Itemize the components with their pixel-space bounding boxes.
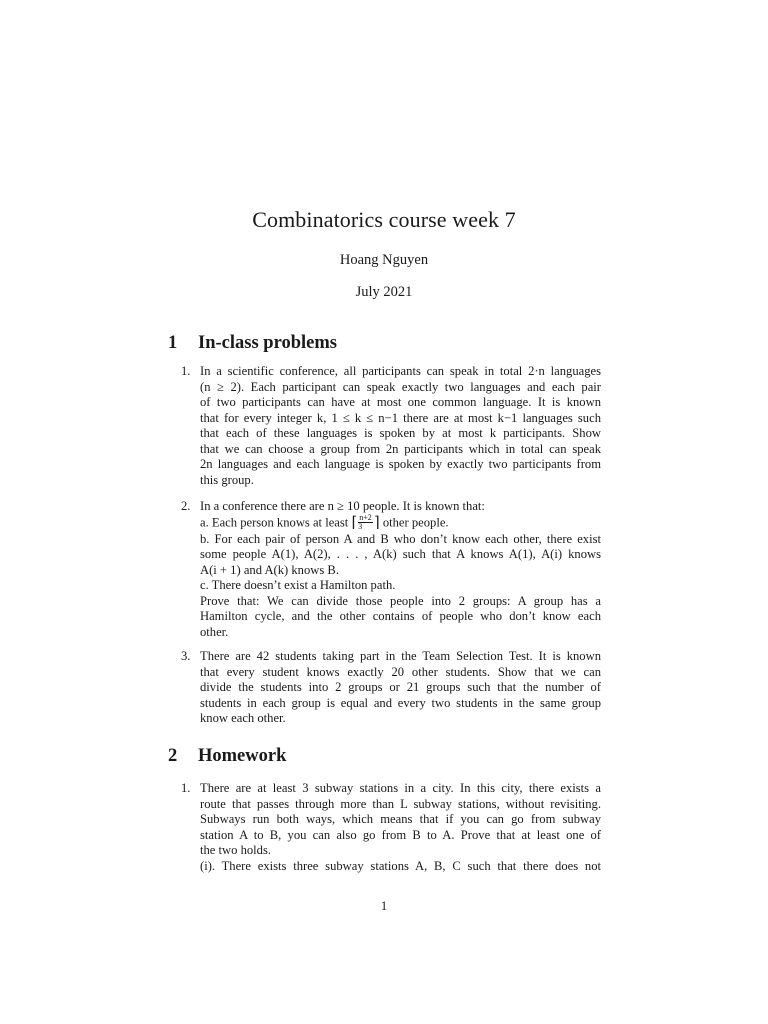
item-marker: 1. [181,364,191,378]
fraction-numerator: n+2 [359,512,372,522]
text-line: that each of these languages is spoken by at most k participants. Show [200,426,601,440]
text-line: Hamilton cycle, and the other contains of people who don’t know each [200,609,601,623]
text-line: (n ≥ 2). Each participant can speak exactly two languages and each pair [200,379,601,394]
text-line: station A to B, you can also go from B to A. Prove that at least one of [200,827,601,842]
section-title: In-class problems [198,333,337,353]
document-date: July 2021 [355,284,413,300]
text-line: this group. [200,472,254,487]
fraction [358,514,373,531]
text-line: There are at least 3 subway stations in a city. In this city, there exists a [200,781,601,795]
problem-item [181,364,601,488]
ceil-right-symbol: ⌉ [373,514,380,531]
text-line: that every student knows exactly 20 other students. Show that we can [200,664,601,679]
text-line: In a conference there are n ≥ 10 people. It is known that: [200,499,485,513]
text-line: b. For each pair of person A and B who don’t know each other, there exist [200,531,601,546]
problem-item [181,649,601,727]
document-title: Combinatorics course week 7 [252,207,516,232]
text-line: There are 42 students taking part in the Team Selection Test. It is known [200,649,601,663]
text-line: route that passes through more than L subway stations, without revisiting. [200,796,601,811]
item-marker: 2. [181,499,191,513]
section-heading-homework [168,746,286,767]
text-line: c. There doesn’t exist a Hamilton path. [200,578,396,592]
problem-item [181,781,601,874]
section-number: 2 [168,746,178,766]
text-fragment: a. Each person knows at least [200,514,349,529]
fraction-denominator: 3 [358,521,363,531]
page-number: 1 [380,899,388,913]
text-line: of two participants can have at most one common language. It is known [200,395,601,409]
text-line-with-fraction [200,512,601,532]
item-marker: 3. [181,649,191,663]
item-marker: 1. [181,781,191,795]
text-line: A(i + 1) and A(k) knows B. [200,562,339,577]
section-heading-in-class [168,333,337,354]
text-line: Subways run both ways, which means that if you can go from subway [200,812,601,826]
text-line: 2n languages and each language is spoken by exactly two participants from [200,457,601,471]
section-number: 1 [168,333,178,353]
text-line: (i). There exists three subway stations A, B, C such that there does not [200,858,601,873]
text-line: other. [200,624,229,639]
author-name: Hoang Nguyen [339,252,429,268]
ceil-left-symbol: ⌈ [351,514,358,531]
problem-item [181,499,601,640]
text-line: students in each group is equal and every two students in the same group [200,695,601,710]
text-line: Prove that: We can divide those people into 2 groups: A group has a [200,593,601,608]
text-line: divide the students into 2 groups or 21 groups such that the number of [200,680,601,694]
text-line: know each other. [200,711,286,725]
text-line: that we can choose a group from 2n participants which in total can speak [200,441,601,456]
text-fragment: other people. [382,514,449,529]
text-line: some people A(1), A(2), . . . , A(k) such that A knows A(1), A(i) knows [200,547,601,561]
text-line: that for every integer k, 1 ≤ k ≤ n−1 there are at most k−1 languages such [200,410,601,425]
text-line: In a scientific conference, all participants can speak in total 2·n languages [200,364,601,378]
section-title: Homework [198,746,287,766]
text-line: the two holds. [200,843,272,857]
